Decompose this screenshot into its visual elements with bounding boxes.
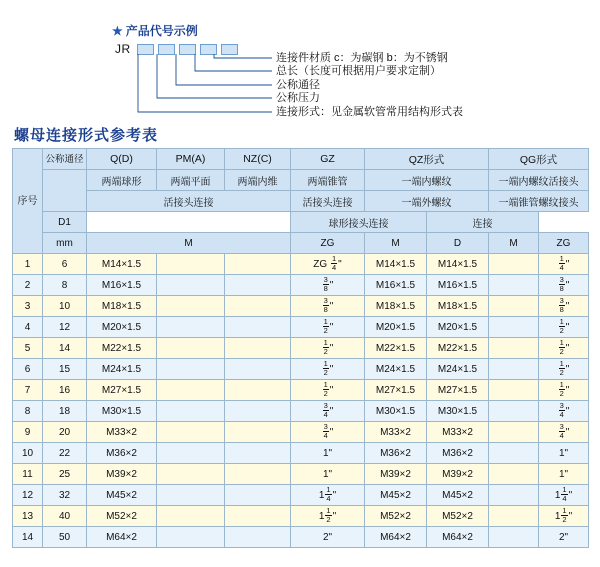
cell-seq: 14 xyxy=(13,527,43,548)
header-qz-m: M xyxy=(365,233,427,254)
header-conn-qz: 球形接头连接 xyxy=(291,212,427,233)
cell-seq: 7 xyxy=(13,380,43,401)
star-icon: ★ xyxy=(112,24,123,38)
cell-qg-zg: 1" xyxy=(539,464,589,485)
cell-nz-thread xyxy=(225,338,291,359)
cell-nominal-diameter: 18 xyxy=(43,401,87,422)
legend-item-material: 连接件材质 c：为碳钢 b：为不锈钢 xyxy=(276,52,448,64)
cell-nominal-diameter: 50 xyxy=(43,527,87,548)
cell-qg-m xyxy=(489,380,539,401)
cell-gz-thread: $\frac{3}{8}$ " xyxy=(291,275,365,296)
cell-q-thread: M24×1.5 xyxy=(87,359,157,380)
cell-pm-thread xyxy=(157,506,225,527)
cell-pm-thread xyxy=(157,380,225,401)
cell-gz-thread: $\frac{3}{8}$ " xyxy=(291,296,365,317)
header-group-qg: QG形式 xyxy=(489,149,589,170)
cell-q-thread: M45×2 xyxy=(87,485,157,506)
cell-qz-m: M16×1.5 xyxy=(365,275,427,296)
table-header-row-2 xyxy=(13,170,589,191)
cell-qz-d: M64×2 xyxy=(427,527,489,548)
cell-nominal-diameter: 10 xyxy=(43,296,87,317)
header-desc-nz: 两端内维 xyxy=(225,170,291,191)
cell-q-thread: M52×2 xyxy=(87,506,157,527)
cell-qz-d: M20×1.5 xyxy=(427,317,489,338)
table-row xyxy=(13,317,589,338)
cell-pm-thread xyxy=(157,527,225,548)
code-prefix: JR xyxy=(115,42,131,56)
header-desc2-qz: 一端外螺纹 xyxy=(365,191,489,212)
cell-qg-m xyxy=(489,422,539,443)
header-desc-gz: 两端锥管 xyxy=(291,170,365,191)
cell-nz-thread xyxy=(225,380,291,401)
cell-gz-thread: $\frac{1}{2}$ " xyxy=(291,338,365,359)
cell-qg-zg: $\frac{3}{4}$ " xyxy=(539,401,589,422)
table-row xyxy=(13,506,589,527)
cell-qz-m: M18×1.5 xyxy=(365,296,427,317)
table-body xyxy=(13,254,589,548)
cell-q-thread: M33×2 xyxy=(87,422,157,443)
cell-qz-m: M45×2 xyxy=(365,485,427,506)
cell-nz-thread xyxy=(225,359,291,380)
table-row xyxy=(13,422,589,443)
table-row xyxy=(13,275,589,296)
cell-nz-thread xyxy=(225,275,291,296)
cell-q-thread: M39×2 xyxy=(87,464,157,485)
cell-gz-thread: $\frac{3}{4}$ " xyxy=(291,401,365,422)
header-unit-mm: mm xyxy=(43,233,87,254)
header-group-pm: PM(A) xyxy=(157,149,225,170)
cell-q-thread: M16×1.5 xyxy=(87,275,157,296)
cell-qg-m xyxy=(489,527,539,548)
cell-qg-m xyxy=(489,485,539,506)
table-header-row-3 xyxy=(13,191,589,212)
header-d1: D1 xyxy=(43,212,87,233)
cell-qz-d: M14×1.5 xyxy=(427,254,489,275)
table-row xyxy=(13,380,589,401)
header-group-gz: GZ xyxy=(291,149,365,170)
header-nominal-blank xyxy=(43,170,87,212)
cell-qz-m: M14×1.5 xyxy=(365,254,427,275)
cell-qz-m: M20×1.5 xyxy=(365,317,427,338)
cell-nz-thread xyxy=(225,317,291,338)
table-row xyxy=(13,527,589,548)
legend-item-connection-type: 连接形式：见金属软管常用结构形式表 xyxy=(276,105,463,118)
table-row xyxy=(13,464,589,485)
cell-q-thread: M18×1.5 xyxy=(87,296,157,317)
cell-pm-thread xyxy=(157,296,225,317)
cell-seq: 2 xyxy=(13,275,43,296)
cell-qg-m xyxy=(489,254,539,275)
cell-nz-thread xyxy=(225,422,291,443)
cell-gz-thread: 1" xyxy=(291,443,365,464)
cell-qg-zg: $\frac{1}{4}$ " xyxy=(539,254,589,275)
cell-nominal-diameter: 22 xyxy=(43,443,87,464)
cell-gz-thread: $\frac{3}{4}$ " xyxy=(291,422,365,443)
cell-qg-m xyxy=(489,275,539,296)
cell-qz-d: M16×1.5 xyxy=(427,275,489,296)
table-row xyxy=(13,359,589,380)
cell-qg-zg: $\frac{3}{4}$ " xyxy=(539,422,589,443)
cell-qg-zg: $\frac{1}{2}$ " xyxy=(539,338,589,359)
cell-nominal-diameter: 8 xyxy=(43,275,87,296)
cell-nz-thread xyxy=(225,464,291,485)
cell-nominal-diameter: 20 xyxy=(43,422,87,443)
cell-pm-thread xyxy=(157,359,225,380)
header-conn-gz: 活接头连接 xyxy=(291,191,365,212)
table-header-row-1 xyxy=(13,149,589,170)
cell-qg-m xyxy=(489,443,539,464)
header-desc2-qg: 一端锥管螺纹接头 xyxy=(489,191,589,212)
table-head xyxy=(13,149,589,254)
cell-seq: 12 xyxy=(13,485,43,506)
cell-q-thread: M64×2 xyxy=(87,527,157,548)
header-group-q: Q(D) xyxy=(87,149,157,170)
cell-nz-thread xyxy=(225,254,291,275)
cell-pm-thread xyxy=(157,401,225,422)
cell-gz-thread: 1 $\frac{1}{2}$ " xyxy=(291,506,365,527)
legend-title-text: 产品代号示例 xyxy=(125,24,198,38)
cell-gz-thread: 1 $\frac{1}{4}$ " xyxy=(291,485,365,506)
cell-qz-d: M18×1.5 xyxy=(427,296,489,317)
cell-seq: 13 xyxy=(13,506,43,527)
table-row xyxy=(13,401,589,422)
product-code-legend xyxy=(0,0,600,118)
cell-nz-thread xyxy=(225,485,291,506)
header-qg-m: M xyxy=(489,233,539,254)
header-seq: 序号 xyxy=(13,149,43,254)
cell-qg-zg: $\frac{3}{8}$ " xyxy=(539,296,589,317)
header-group-qz: QZ形式 xyxy=(365,149,489,170)
cell-seq: 6 xyxy=(13,359,43,380)
cell-qz-d: M39×2 xyxy=(427,464,489,485)
cell-nz-thread xyxy=(225,401,291,422)
header-qz-d: D xyxy=(427,233,489,254)
header-conn-qg: 连接 xyxy=(427,212,539,233)
cell-pm-thread xyxy=(157,443,225,464)
cell-qz-m: M39×2 xyxy=(365,464,427,485)
cell-qz-m: M30×1.5 xyxy=(365,401,427,422)
cell-pm-thread xyxy=(157,485,225,506)
cell-nominal-diameter: 12 xyxy=(43,317,87,338)
table-row xyxy=(13,443,589,464)
cell-qg-m xyxy=(489,296,539,317)
cell-pm-thread xyxy=(157,317,225,338)
header-group-nz: NZ(C) xyxy=(225,149,291,170)
cell-q-thread: M22×1.5 xyxy=(87,338,157,359)
cell-qg-zg: $\frac{1}{2}$ " xyxy=(539,359,589,380)
cell-qg-m xyxy=(489,464,539,485)
cell-pm-thread xyxy=(157,422,225,443)
cell-seq: 8 xyxy=(13,401,43,422)
table-row xyxy=(13,254,589,275)
cell-qg-zg: 1 $\frac{1}{2}$ " xyxy=(539,506,589,527)
cell-qg-zg: 1 $\frac{1}{4}$ " xyxy=(539,485,589,506)
cell-qg-zg: $\frac{3}{8}$ " xyxy=(539,275,589,296)
cell-seq: 11 xyxy=(13,464,43,485)
table-header-row-5 xyxy=(13,233,589,254)
cell-qz-d: M45×2 xyxy=(427,485,489,506)
cell-nz-thread xyxy=(225,443,291,464)
cell-qz-d: M33×2 xyxy=(427,422,489,443)
cell-nominal-diameter: 40 xyxy=(43,506,87,527)
cell-gz-thread: 1" xyxy=(291,464,365,485)
cell-q-thread: M14×1.5 xyxy=(87,254,157,275)
header-desc-q: 两端球形 xyxy=(87,170,157,191)
cell-gz-thread: $\frac{1}{2}$ " xyxy=(291,359,365,380)
cell-gz-thread: $\frac{1}{2}$ " xyxy=(291,317,365,338)
table-row xyxy=(13,338,589,359)
cell-pm-thread xyxy=(157,464,225,485)
cell-qz-d: M52×2 xyxy=(427,506,489,527)
cell-pm-thread xyxy=(157,275,225,296)
legend-item-nominal-diameter: 公称通径 xyxy=(276,78,320,91)
cell-q-thread: M30×1.5 xyxy=(87,401,157,422)
cell-qg-m xyxy=(489,338,539,359)
cell-nz-thread xyxy=(225,527,291,548)
cell-qz-m: M36×2 xyxy=(365,443,427,464)
cell-seq: 10 xyxy=(13,443,43,464)
header-thread-m: M xyxy=(87,233,291,254)
cell-qg-zg: 2" xyxy=(539,527,589,548)
cell-nominal-diameter: 32 xyxy=(43,485,87,506)
cell-qz-m: M27×1.5 xyxy=(365,380,427,401)
cell-qg-zg: 1" xyxy=(539,443,589,464)
cell-qg-m xyxy=(489,317,539,338)
cell-nominal-diameter: 25 xyxy=(43,464,87,485)
cell-qg-m xyxy=(489,359,539,380)
section-title: 螺母连接形式参考表 xyxy=(14,127,159,144)
cell-nominal-diameter: 16 xyxy=(43,380,87,401)
cell-pm-thread xyxy=(157,254,225,275)
cell-q-thread: M20×1.5 xyxy=(87,317,157,338)
cell-qg-m xyxy=(489,506,539,527)
cell-qz-d: M30×1.5 xyxy=(427,401,489,422)
cell-qg-zg: $\frac{1}{2}$ " xyxy=(539,380,589,401)
cell-qz-m: M24×1.5 xyxy=(365,359,427,380)
table-row xyxy=(13,485,589,506)
cell-q-thread: M27×1.5 xyxy=(87,380,157,401)
cell-qz-m: M52×2 xyxy=(365,506,427,527)
header-thread-zg: ZG xyxy=(291,233,365,254)
nut-connection-table xyxy=(12,148,589,548)
header-nominal: 公称通径 xyxy=(43,149,87,170)
cell-seq: 5 xyxy=(13,338,43,359)
legend-items xyxy=(276,52,463,119)
nut-connection-table-wrap xyxy=(12,148,588,548)
cell-seq: 1 xyxy=(13,254,43,275)
cell-pm-thread xyxy=(157,338,225,359)
cell-qz-m: M64×2 xyxy=(365,527,427,548)
cell-nominal-diameter: 6 xyxy=(43,254,87,275)
cell-gz-thread: $\frac{1}{2}$ " xyxy=(291,380,365,401)
header-conn-left: 活接头连接 xyxy=(87,191,291,212)
legend-item-length: 总长（长度可根据用户要求定制） xyxy=(276,65,441,78)
cell-qz-d: M22×1.5 xyxy=(427,338,489,359)
cell-gz-thread: 2" xyxy=(291,527,365,548)
cell-qz-d: M36×2 xyxy=(427,443,489,464)
cell-nominal-diameter: 15 xyxy=(43,359,87,380)
cell-nz-thread xyxy=(225,296,291,317)
legend-item-nominal-pressure: 公称压力 xyxy=(276,92,320,105)
cell-gz-thread: ZG $\frac{1}{4}$ " xyxy=(291,254,365,275)
header-spacer xyxy=(87,212,291,233)
cell-qz-m: M33×2 xyxy=(365,422,427,443)
cell-qg-m xyxy=(489,401,539,422)
header-desc-pm: 两端平面 xyxy=(157,170,225,191)
cell-qz-d: M27×1.5 xyxy=(427,380,489,401)
table-header-row-4 xyxy=(13,212,589,233)
header-desc-qg: 一端内螺纹活接头 xyxy=(489,170,589,191)
cell-seq: 3 xyxy=(13,296,43,317)
header-desc-qz: 一端内螺纹 xyxy=(365,170,489,191)
cell-qg-zg: $\frac{1}{2}$ " xyxy=(539,317,589,338)
table-row xyxy=(13,296,589,317)
cell-qz-d: M24×1.5 xyxy=(427,359,489,380)
cell-nz-thread xyxy=(225,506,291,527)
cell-q-thread: M36×2 xyxy=(87,443,157,464)
cell-seq: 9 xyxy=(13,422,43,443)
cell-nominal-diameter: 14 xyxy=(43,338,87,359)
header-qg-zg: ZG xyxy=(539,233,589,254)
cell-seq: 4 xyxy=(13,317,43,338)
cell-qz-m: M22×1.5 xyxy=(365,338,427,359)
